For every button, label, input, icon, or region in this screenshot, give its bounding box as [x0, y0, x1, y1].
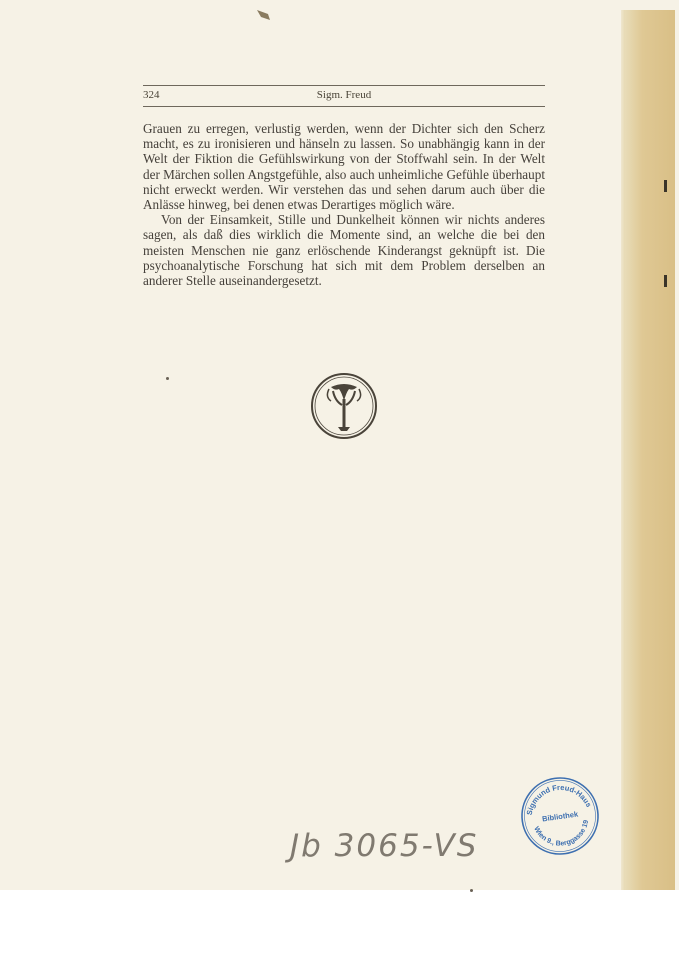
stamp-top-text: Sigmund Freud-Haus: [524, 782, 594, 816]
paragraph: Grauen zu erregen, verlustig werden, wenn der Dichter sich den Scherz macht, es zu ironisieren und hänseln zu lassen. So unabhängig kann in der Welt der Fiktion die Gefühlswirkung von der Stoffwahl sein. In der Welt der Märchen sollen Angstgefühle, also auch unheimliche Gefühle überhaupt nicht erweckt werden. Wir verstehen das und sehen darum auch über die Anlässe hinweg, bei denen etwas Derartiges möglich wäre.: [143, 121, 545, 213]
body-text: [143, 121, 545, 288]
spine-mark: [664, 275, 667, 287]
running-head-title: Sigm. Freud: [316, 89, 372, 101]
page-number: 324: [143, 89, 160, 101]
stamp-bottom-text: Wien 9., Berggasse 19: [532, 819, 591, 848]
book-spine: [625, 10, 675, 890]
ink-speck: [166, 377, 169, 380]
spine-mark: [664, 180, 667, 192]
svg-text:Sigmund Freud-Haus: [521, 778, 594, 817]
running-header: [143, 85, 545, 107]
paper-scrap: [256, 8, 272, 22]
stamp-center-text: Bibliothek: [541, 809, 579, 824]
ink-speck: [470, 889, 473, 892]
publisher-vignette-icon: [309, 371, 379, 441]
paragraph: Von der Einsamkeit, Stille und Dunkelheit können wir nichts anderes sagen, als daß dies wirklich die Momente sind, an welche die bei den meisten Menschen nie ganz erlöschende Kinderangst geknüpft ist. Die psychoanalytische Forschung hat sich mit dem Problem derselben an anderer Stelle auseinandergesetzt.: [143, 212, 545, 289]
handwritten-shelfmark: Jb 3065-VS: [290, 828, 479, 864]
